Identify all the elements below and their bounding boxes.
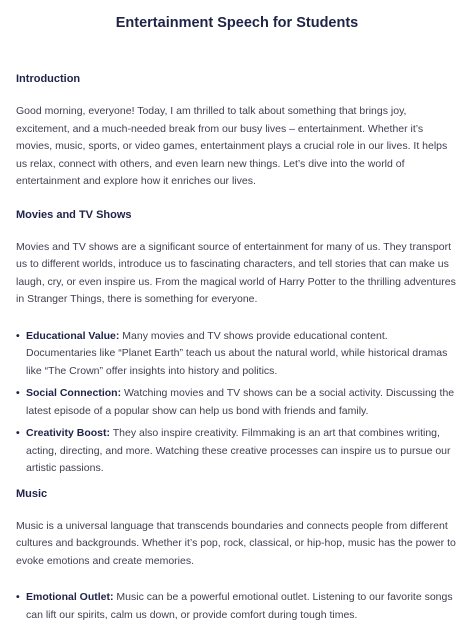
- bullet-label: Emotional Outlet:: [26, 591, 114, 603]
- page-title: Entertainment Speech for Students: [16, 0, 458, 34]
- bullet-icon: •: [16, 328, 20, 346]
- list-item: [16, 425, 458, 478]
- section-music: [16, 487, 458, 624]
- bullet-icon: •: [16, 385, 20, 403]
- bullet-icon: •: [16, 425, 20, 443]
- introduction-heading: Introduction: [16, 72, 458, 86]
- bullet-label: Creativity Boost:: [26, 427, 110, 439]
- bullet-text: Watching movies and TV shows can be a social activity. Discussing the latest episode of a popular show can help us bond with friends and family.: [26, 387, 454, 417]
- list-item: [16, 589, 458, 624]
- bullet-label: Social Connection:: [26, 387, 121, 399]
- bullet-text: Music can be a powerful emotional outlet. Listening to our favorite songs can lift our spirits, calm us down, or provide comfort during tough times.: [26, 591, 453, 621]
- music-heading: Music: [16, 487, 458, 501]
- music-bullet-list: [16, 589, 458, 624]
- music-paragraph: Music is a universal language that transcends boundaries and connects people from different cultures and backgrounds. Whether it’s pop, rock, classical, or hip-hop, music has the power to evoke emotions and create memories.: [16, 518, 458, 571]
- introduction-paragraph: Good morning, everyone! Today, I am thrilled to talk about something that brings joy, excitement, and a much-needed break from our busy lives – entertainment. Whether it’s movies, music, sports, or video games, entertainment plays a crucial role in our lives. It helps us relax, connect with others, and even learn new things. Let’s dive into the world of entertainment and explore how it enriches our lives.: [16, 103, 458, 191]
- section-introduction: [16, 72, 458, 191]
- bullet-text: Many movies and TV shows provide educational content. Documentaries like “Planet Earth” teach us about the natural world, while historical dramas like “The Crown” offer insights into history and politics.: [26, 330, 447, 377]
- bullet-icon: •: [16, 589, 20, 607]
- bullet-text: They also inspire creativity. Filmmaking is an art that combines writing, acting, directing, and more. Watching these creative processes can inspire us to pursue our artistic passions.: [26, 427, 451, 474]
- section-movies: [16, 208, 458, 478]
- list-item: [16, 328, 458, 381]
- movies-heading: Movies and TV Shows: [16, 208, 458, 222]
- bullet-label: Educational Value:: [26, 330, 119, 342]
- movies-paragraph: Movies and TV shows are a significant source of entertainment for many of us. They transport us to different worlds, introduce us to fascinating characters, and tell stories that can make us laugh, cry, or even inspire us. From the magical world of Harry Potter to the thrilling adventures in Stranger Things, there is something for everyone.: [16, 239, 458, 309]
- movies-bullet-list: [16, 328, 458, 478]
- list-item: [16, 385, 458, 420]
